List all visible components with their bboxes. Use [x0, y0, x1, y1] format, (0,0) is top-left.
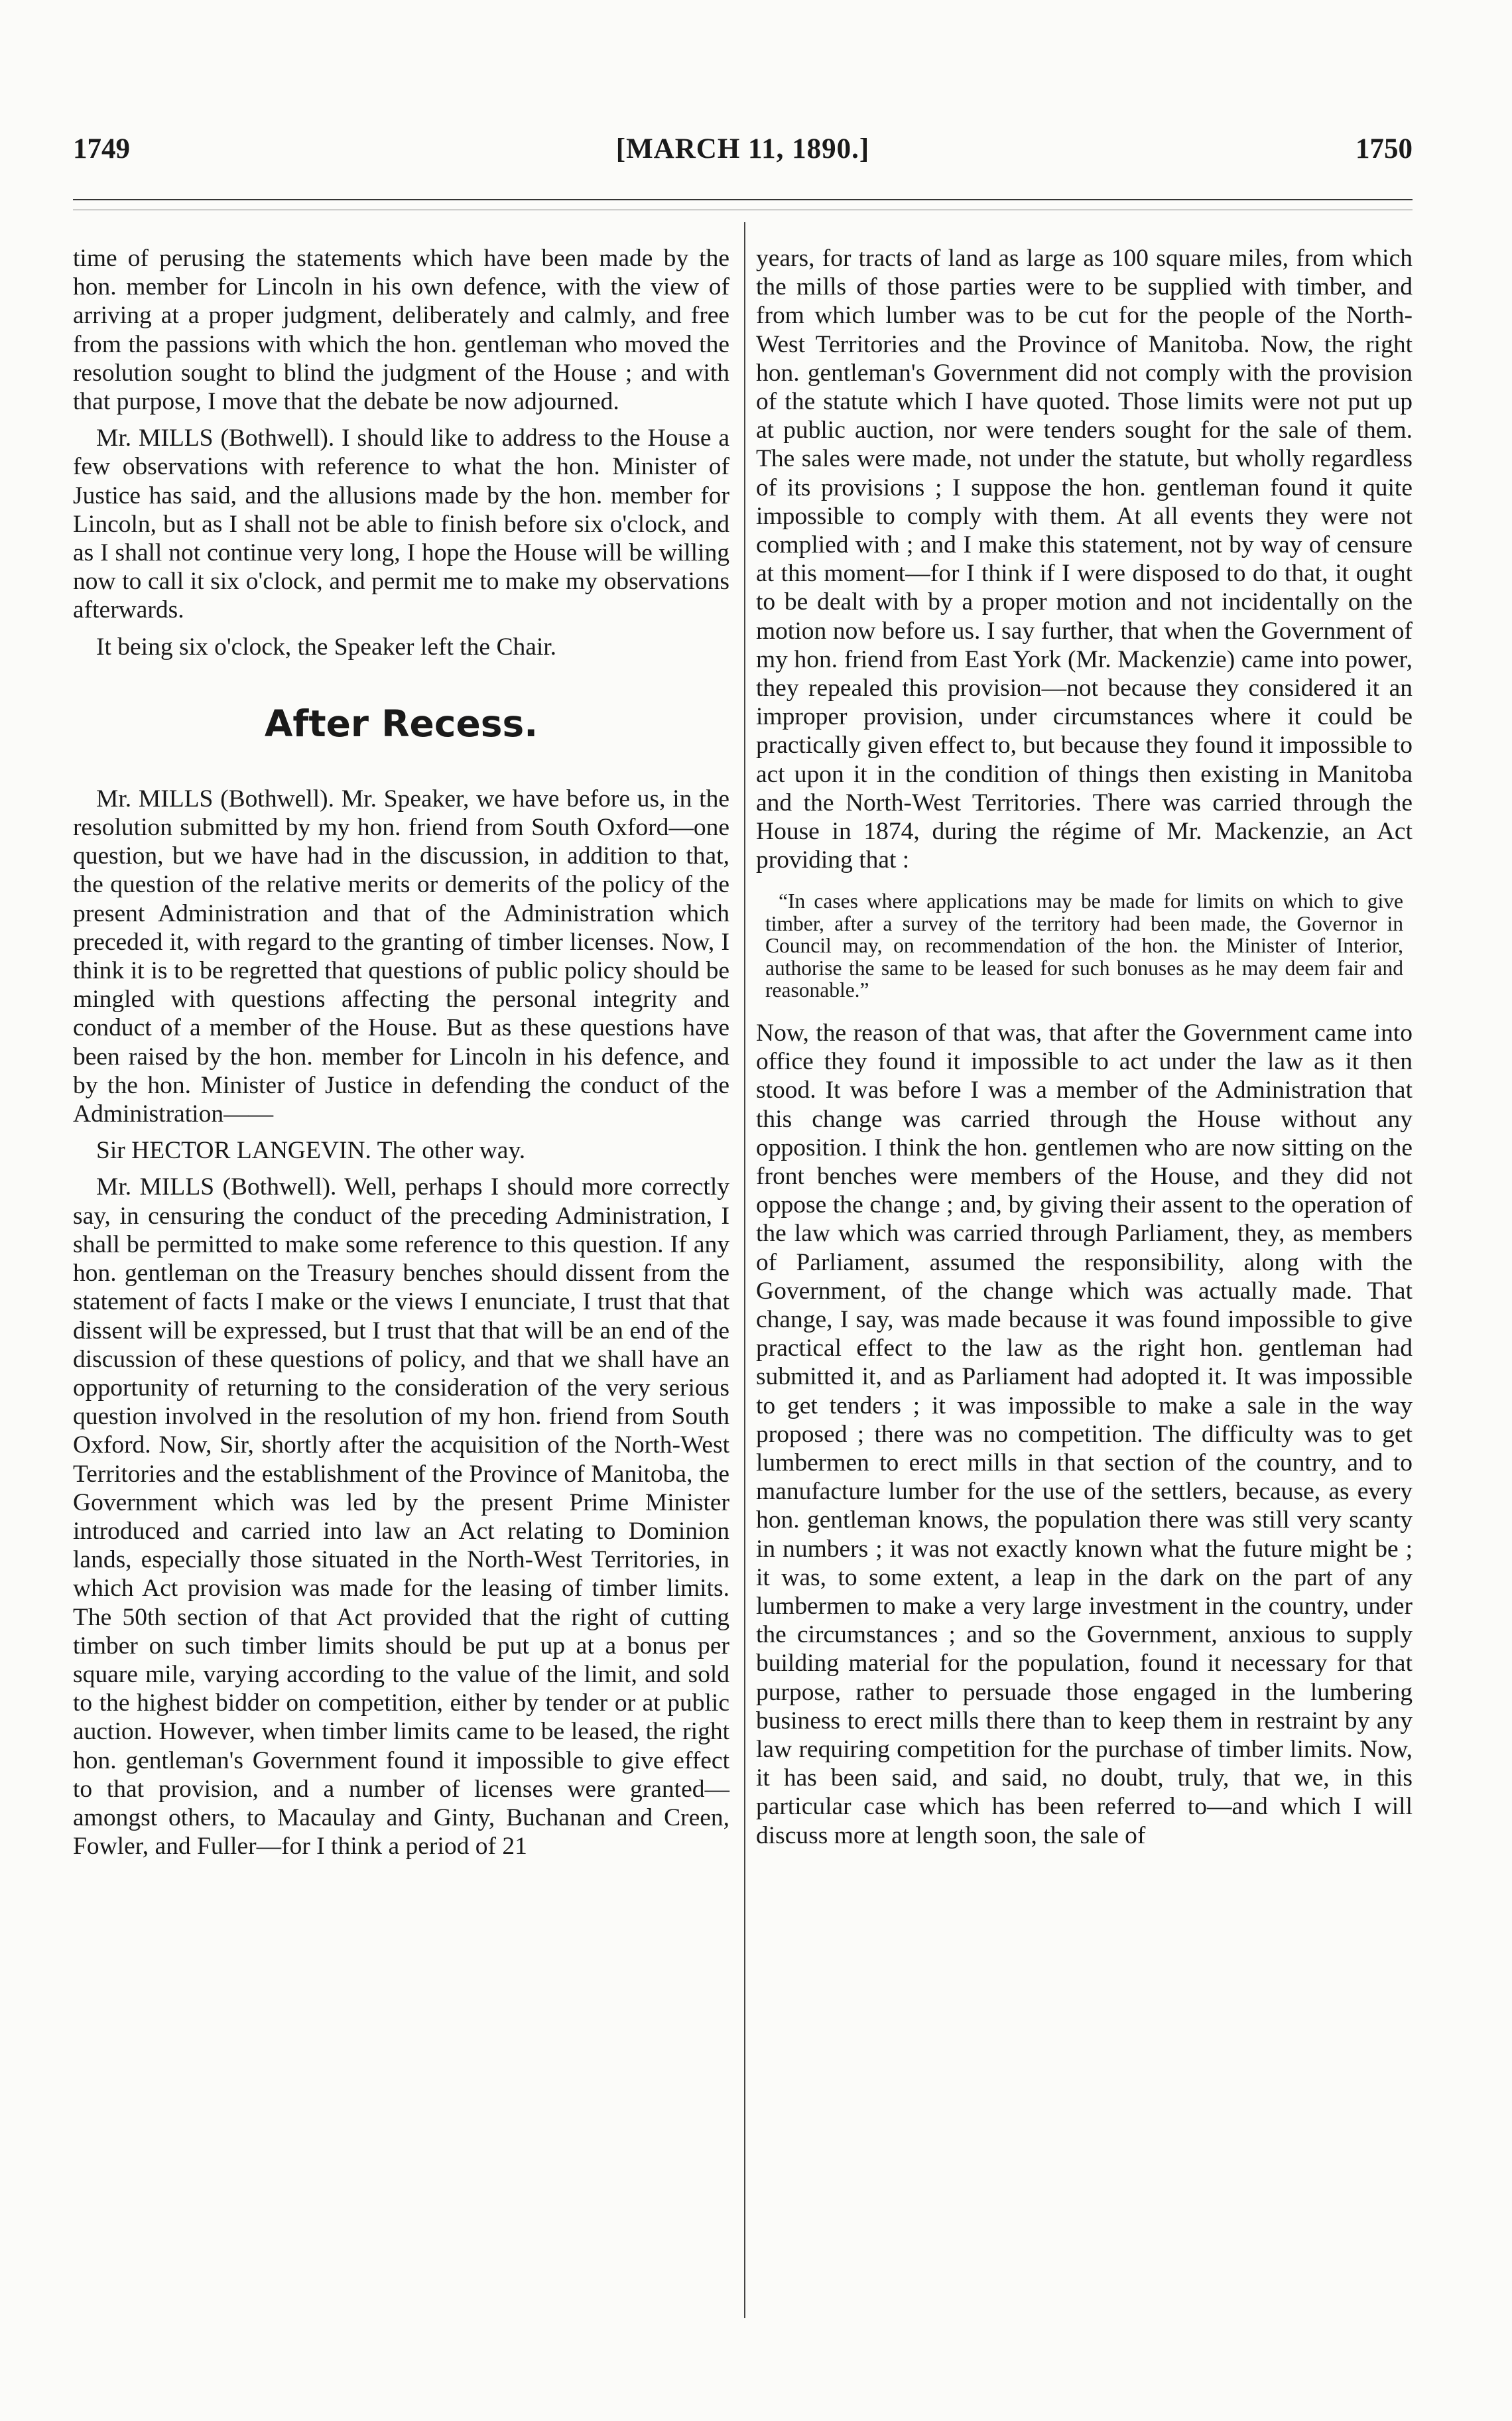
paragraph: It being six o'clock, the Speaker left the Chair.: [96, 633, 557, 661]
page-date: [MARCH 11, 1890.]: [615, 133, 870, 164]
page-header: [73, 133, 1413, 172]
page-number-right: 1750: [1355, 133, 1413, 164]
paragraph: Now, the reason of that was, that after the Government came into office they found it impossible to act under the law as it then stood. It was before I was a member of the Administration that this change was carried through the House without any opposition. I think the hon. gentlemen who are now sitting on the front benches were members of the House, and they did not oppose the change ; and, by giving their assent to the operation of the law which was carried through Parliament, they, as members of Parliament, assumed the responsibility, along with the Government, of the change which was actually made. That change, I say, was made because it was found impossible to give practical effect to the law as the right hon. gentleman had submitted it, and as Parliament had adopted it. It was impossible to get tenders ; it was impossible to make a sale in the way proposed ; there was no competition. The difficulty was to get lumbermen to erect mills in that section of the country, and to manufacture lumber for the use of the settlers, because, as every hon. gentleman knows, the population there was still very scanty in numbers ; it was not exactly known what the future might be ; it was, to some extent, a leap in the dark on the part of any lumbermen to make a very large investment in the country, under the circumstances ; and so the Government, anxious to supply building material for the population, found it necessary for that purpose, rather to persuade those engaged in the lumbering business to erect mills there than to keep them in restraint by any law requiring competition for the purchase of timber limits. Now, it has been said, and said, no doubt, truly, that we, in this particular case which has been referred to—and which I will discuss more at length soon, the sale of: [756, 1019, 1413, 1849]
paragraph: time of perusing the statements which have been made by the hon. member for Lincoln in his own defence, with the view of arriving at a proper judgment, deliberately and calmly, and free from the passions with which the hon. gentleman who moved the resolution sought to blind the judgment of the House ; and with that purpose, I move that the debate be now adjourned.: [73, 245, 729, 416]
header-rule: [73, 199, 1413, 200]
left-column: [73, 244, 729, 1868]
page-number-left: 1749: [73, 133, 130, 164]
paragraph: Mr. MILLS (Bothwell). I should like to address to the House a few observations with reference to what the hon. Minister of Justice has said, and the allusions made by the hon. member for Lincoln, but as I shall not be able to finish before six o'clock, and as I shall not continue very long, I hope the House will be willing now to call it six o'clock, and permit me to make my observations afterwards.: [73, 425, 729, 624]
block-quote: “In cases where applications may be made for limits on which to give timber, after a survey of the territory had been made, the Governor in Council may, on recommendation of the hon. the Minister of Interior, authorise the same to be leased for such bonuses as he may deem fair and reasonable.”: [765, 889, 1403, 1002]
paragraph: Mr. MILLS (Bothwell). Mr. Speaker, we have before us, in the resolution submitted by my hon. friend from South Oxford—one question, but we have had in the discussion, in addition to that, the question of the relative merits or demerits of the policy of the present Administration and that of the Administration which preceded it, with regard to the granting of timber licenses. Now, I think it is to be regretted that questions of public policy should be mingled with questions affecting the personal integrity and conduct of a member of the House. But as these questions have been raised by the hon. member for Lincoln in his defence, and by the hon. Minister of Justice in defending the conduct of the Administration——: [73, 785, 729, 1128]
right-column: [756, 244, 1413, 1858]
paragraph: Mr. MILLS (Bothwell). Well, perhaps I should more correctly say, in censuring the conduct of the preceding Administration, I shall be permitted to make some reference to this question. If any hon. gentleman on the Treasury benches should dissent from the statement of facts I make or the views I enunciate, I trust that that dissent will be expressed, but I trust that that will be an end of the discussion of these questions of policy, and that we shall have an opportunity of returning to the consideration of the very serious question involved in the resolution of my hon. friend from South Oxford. Now, Sir, shortly after the acquisition of the North-West Territories and the establishment of the Province of Manitoba, the Government which was led by the present Prime Minister introduced and carried into law an Act relating to Dominion lands, especially those situated in the North-West Territories, in which Act provision was made for the leasing of timber limits. The 50th section of that Act provided that the right of cutting timber on such timber limits should be put up at a bonus per square mile, varying according to the value of the limit, and sold to the highest bidder on competition, either by tender or at public auction. However, when timber limits came to be leased, the right hon. gentleman's Government found it impossible to give effect to that provision, and a number of licenses were granted—amongst others, to Macaulay and Ginty, Buchanan and Creen, Fowler, and Fuller—for I think a period of 21: [73, 1173, 729, 1861]
column-divider: [744, 222, 745, 2318]
paragraph: Sir HECTOR LANGEVIN. The other way.: [96, 1137, 526, 1165]
paragraph: years, for tracts of land as large as 100 square miles, from which the mills of those parties were to be supplied with timber, and from which lumber was to be cut for the people of the North-West Territories and the Province of Manitoba. Now, the right hon. gentleman's Government did not comply with the provision of the statute which I have quoted. Those limits were not put up at public auction, nor were tenders sought for the sale of them. The sales were made, not under the statute, but wholly regardless of its provisions ; I suppose the hon. gentleman found it quite impossible to comply with them. At all events they were not complied with ; and I make this statement, not by way of censure at this moment—for I think if I were disposed to do that, it ought to be dealt with by a proper motion and not incidentally on the motion now before us. I say further, that when the Government of my hon. friend from East York (Mr. Mackenzie) came into power, they repealed this provision—not because they considered it an improper provision, under circumstances where it could be practically given effect to, but because they found it impossible to act upon it in the condition of things then existing in Manitoba and the North-West Territories. There was carried through the House in 1874, during the régime of Mr. Mackenzie, an Act providing that :: [756, 245, 1413, 874]
section-title: After Recess.: [264, 702, 538, 745]
